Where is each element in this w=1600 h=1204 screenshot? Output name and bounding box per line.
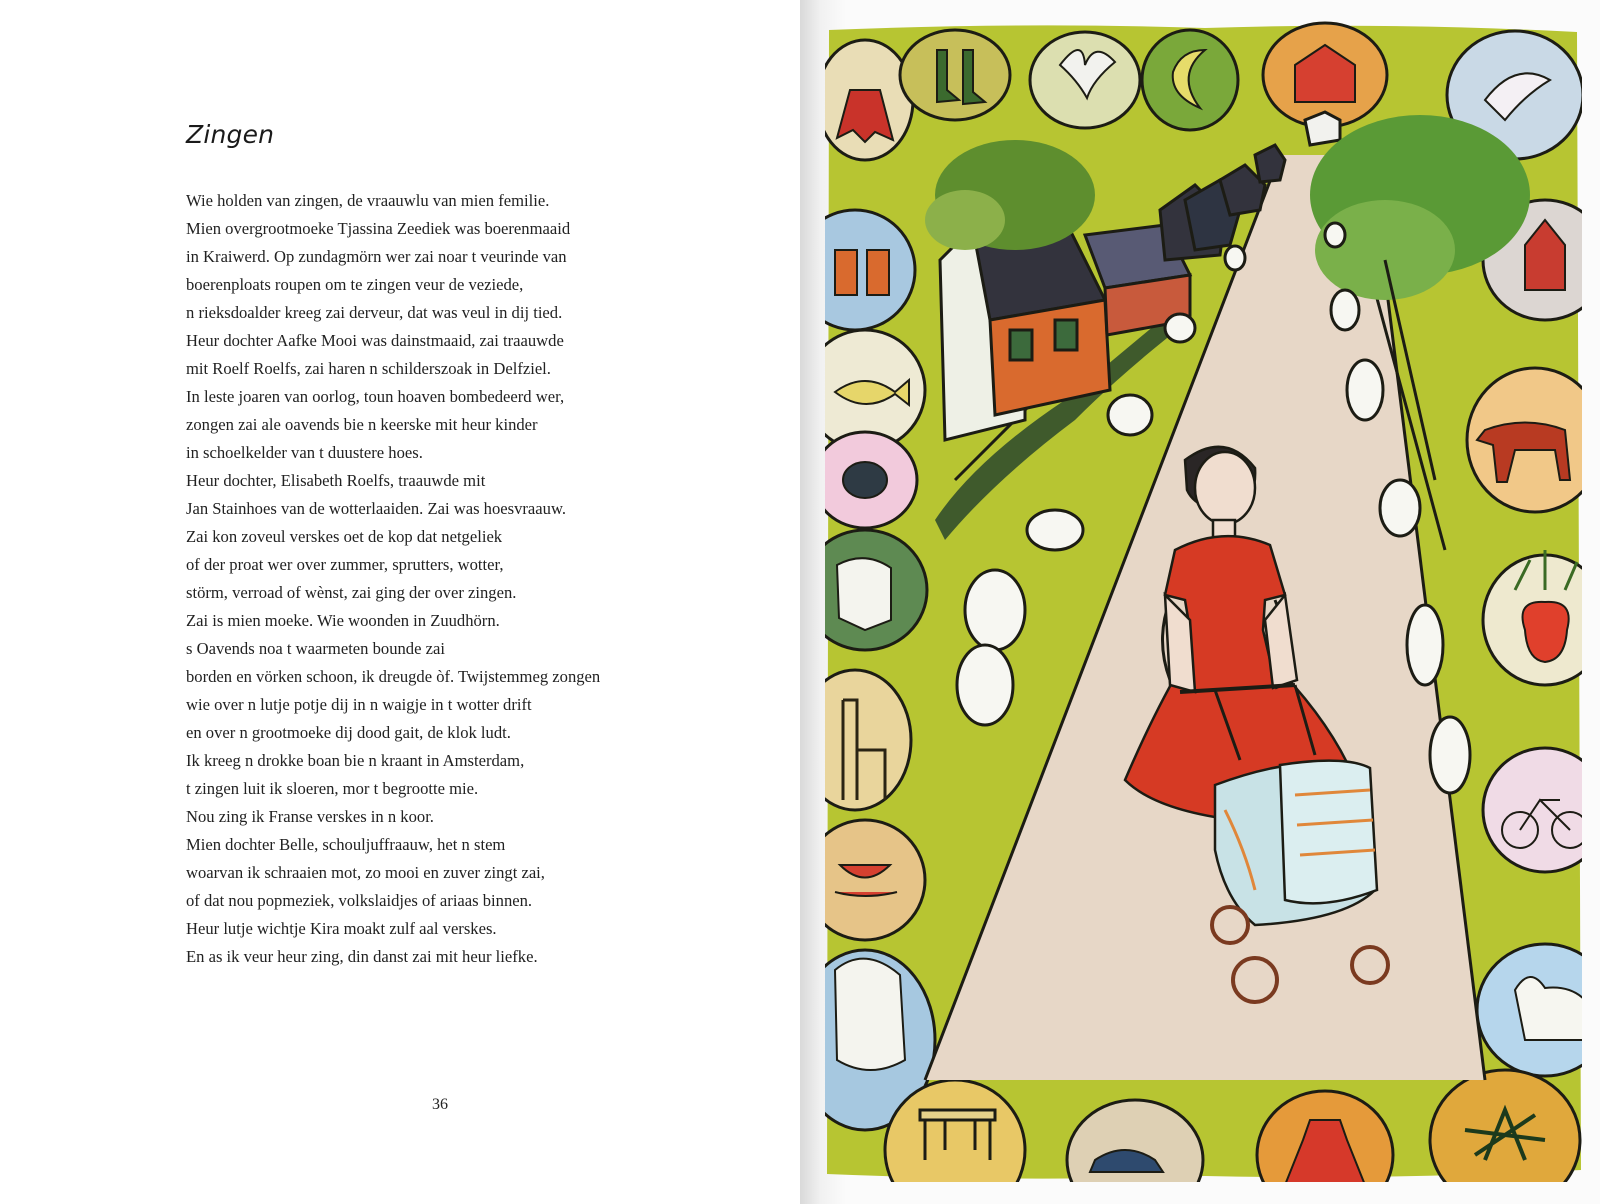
poem-body [186,187,646,971]
poem-line: s Oavends noa t waarmeten bounde zai [186,639,445,658]
poem-line: woarvan ik schraaien mot, zo mooi en zuver zingt zai, [186,863,545,882]
poem-line: Heur dochter, Elisabeth Roelfs, traauwde mit [186,471,486,490]
page-number: 36 [432,1096,448,1113]
poem-line: Zai is mien moeke. Wie woonden in Zuudhörn. [186,611,500,630]
poem-line: Zai kon zoveul verskes oet de kop dat netgeliek [186,527,503,546]
poem-line: in schoelkelder van t duustere hoes. [186,443,423,462]
poem-line: Heur dochter Aafke Mooi was dainstmaaid, zai traauwde [186,331,564,350]
poem-line: Mien overgrootmoeke Tjassina Zeediek was boerenmaaid [186,219,571,238]
poem-line: wie over n lutje potje dij in n waigje in t wotter drift [186,695,532,714]
poem-line: of der proat wer over zummer, sprutters, wotter, [186,555,504,574]
poem-title: Zingen [186,120,275,149]
poem-line: zongen zai ale oavends bie n keerske mit heur kinder [186,415,538,434]
poem-line: Wie holden van zingen, de vraauwlu van mien femilie. [186,191,550,210]
poem-line: Heur lutje wichtje Kira moakt zulf aal verskes. [186,919,497,938]
poem-line: n rieksdoalder kreeg zai derveur, dat was veul in dij tied. [186,303,563,322]
socks-icon [900,30,1010,120]
poem-line: In leste joaren van oorlog, toun hoaven bombedeerd wer, [186,387,565,406]
right-page [800,0,1600,1204]
poem-line: of dat nou popmeziek, volkslaidjes of ariaas binnen. [186,891,533,910]
poem-line: Nou zing ik Franse verskes in n koor. [186,807,434,826]
poem-line: in Kraiwerd. Op zundagmörn wer zai noar t veurinde van [186,247,567,266]
illustration [825,20,1582,1182]
poem-line: Mien dochter Belle, schouljuffraauw, het n stem [186,835,506,854]
poem-line: en over n grootmoeke dij dood gait, de klok ludt. [186,723,511,742]
poem-line: störm, verroad of wènst, zai ging der over zingen. [186,583,517,602]
poem-line: Ik kreeg n drokke boan bie n kraant in Amsterdam, [186,751,525,770]
poem-line: En as ik veur heur zing, din danst zai mit heur liefke. [186,947,538,966]
poem-line: t zingen luit ik sloeren, mor t begrootte mie. [186,779,479,798]
poem-line: boerenploats roupen om te zingen veur de veziede, [186,275,524,294]
poem-line: mit Roelf Roelfs, zai haren n schilderszoak in Delfziel. [186,359,551,378]
moon-icon [1142,30,1238,130]
poem-line: borden en vörken schoon, ik dreugde òf. Twijstemmeg zongen [186,667,601,686]
poem-line: Jan Stainhoes van de wotterlaaiden. Zai was hoesvraauw. [186,499,566,518]
